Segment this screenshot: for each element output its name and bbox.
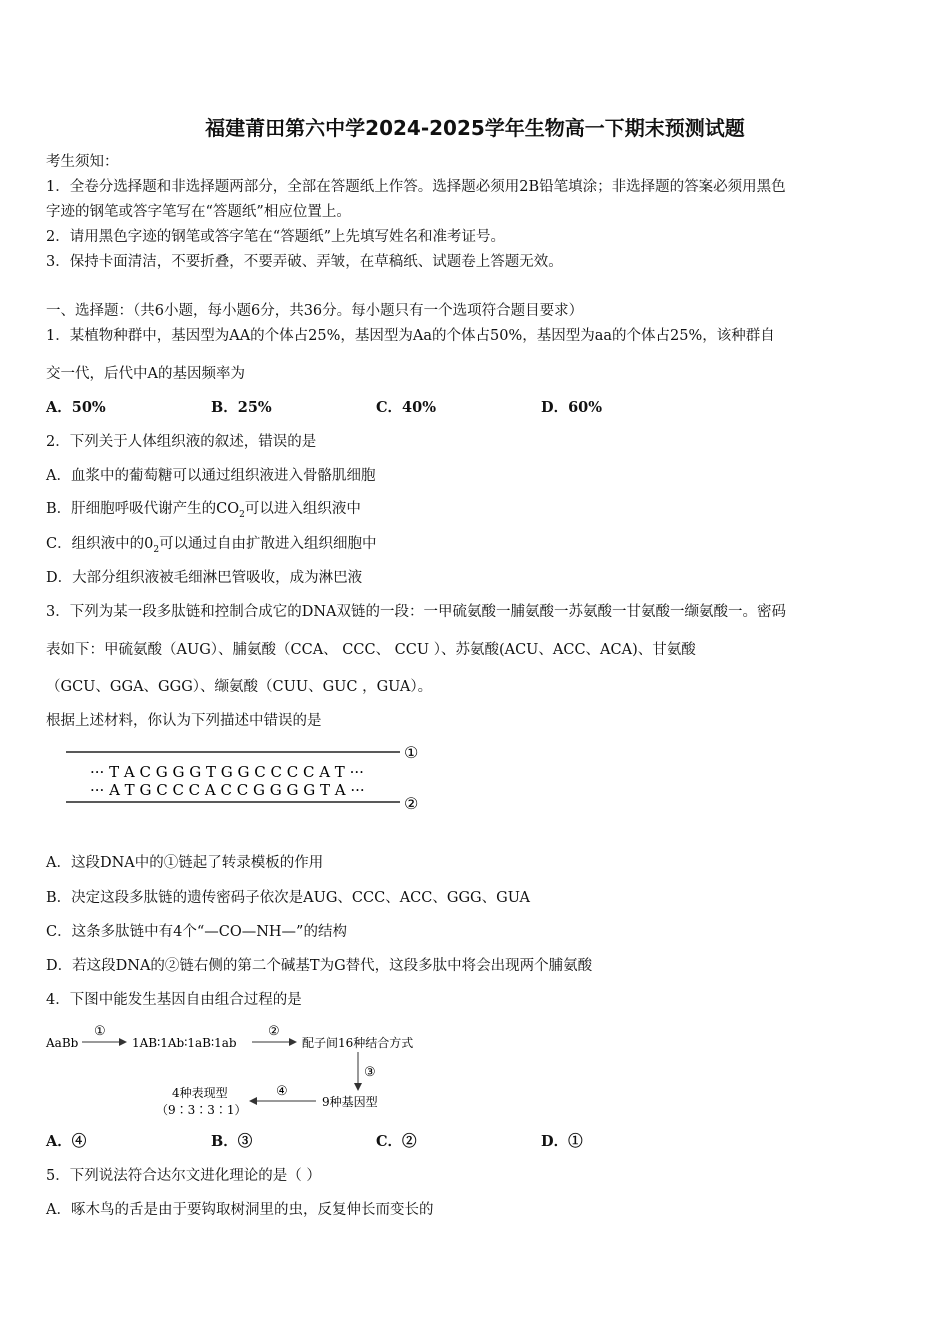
q3-option-b: B．决定这段多肽链的遗传密码子依次是AUG、CCC、ACC、GGG、GUA <box>46 890 530 906</box>
q3-option-d: D．若这段DNA的②链右侧的第二个碱基T为G替代，这段多肽中将会出现两个脯氨酸 <box>46 958 593 974</box>
step-2-label: ② <box>268 1024 280 1039</box>
inheritance-flow-diagram <box>44 1020 444 1120</box>
q3-stem-line4: 根据上述材料，你认为下列描述中错误的是 <box>46 713 322 729</box>
genotype-count: 9种基因型 <box>322 1095 378 1109</box>
q4-options <box>46 1132 706 1152</box>
q1-stem-line1: 1．某植物种群中，基因型为AA的个体占25%，基因型为Aa的个体占50%，基因型为aa的个体占25%，该种群自 <box>46 328 775 344</box>
section-heading: 一、选择题：（共6小题，每小题6分，共36分。每小题只有一个选项符合题目要求） <box>46 303 584 319</box>
step-3-label: ③ <box>364 1065 376 1080</box>
q4-option-a: A．④ <box>46 1133 87 1150</box>
q3-stem-line1: 3．下列为某一段多肽链和控制合成它的DNA双链的一段：一甲硫氨酸一脯氨酸一苏氨酸一甘氨酸一缬氨酸一。密码 <box>46 604 787 620</box>
strand-label-1: ① <box>404 743 419 762</box>
notice-heading: 考生须知： <box>46 154 119 170</box>
q1-option-b: B．25% <box>211 399 272 416</box>
phenotype-ratio: （9∶3∶3∶1） <box>156 1103 247 1117</box>
notice-item: 1．全卷分选择题和非选择题两部分，全部在答题纸上作答。选择题必须用2B铅笔填涂；非选择题的答案必须用黑色 <box>46 179 786 195</box>
dna-strand-1: ··· T A C G G G T G G C C C C A T ··· <box>90 763 364 781</box>
step-4-label: ④ <box>276 1084 288 1099</box>
gamete-combinations: 配子间16种结合方式 <box>302 1036 414 1050</box>
q3-option-a: A．这段DNA中的①链起了转录模板的作用 <box>46 855 324 871</box>
q1-option-a: A．50% <box>46 399 106 416</box>
dna-strand-2: ··· A T G C C C A C C G G G G T A ··· <box>90 781 365 799</box>
genotype-aabb: AaBb <box>46 1036 79 1050</box>
q1-option-c: C．40% <box>376 399 436 416</box>
gamete-ratio: 1AB∶1Ab∶1aB∶1ab <box>132 1036 237 1050</box>
q5-stem: 5．下列说法符合达尔文进化理论的是（ ） <box>46 1168 321 1184</box>
q2-option-d: D．大部分组织液被毛细淋巴管吸收，成为淋巴液 <box>46 570 363 586</box>
q3-stem-line3: （GCU、GGA、GGG）、缬氨酸（CUU、GUC ，GUA）。 <box>46 679 433 695</box>
q4-option-b: B．③ <box>211 1133 253 1150</box>
step-1-label: ① <box>94 1024 106 1039</box>
q1-stem-line2: 交一代，后代中A的基因频率为 <box>46 366 245 382</box>
q5-option-a: A．啄木鸟的舌是由于要钩取树洞里的虫，反复伸长而变长的 <box>46 1202 434 1218</box>
dna-diagram <box>60 740 440 820</box>
q2-option-b: B．肝细胞呼吸代谢产生的$CO_2$可以进入组织液中 <box>46 501 361 520</box>
q3-stem-line2: 表如下：甲硫氨酸（AUG）、脯氨酸（CCA、 CCC、 CCU ）、苏氨酸(ACU、ACC、ACA)、甘氨酸 <box>46 642 696 658</box>
q2-option-c: C．组织液中的$0_2$可以通过自由扩散进入组织细胞中 <box>46 536 377 555</box>
notice-item: 3．保持卡面清洁，不要折叠，不要弄破、弄皱，在草稿纸、试题卷上答题无效。 <box>46 254 563 270</box>
q4-option-d: D．① <box>541 1133 583 1150</box>
q2-option-a: A．血浆中的葡萄糖可以通过组织液进入骨骼肌细胞 <box>46 468 376 484</box>
strand-label-2: ② <box>404 794 419 813</box>
phenotype-count: 4种表现型 <box>172 1086 228 1100</box>
q2-stem: 2．下列关于人体组织液的叙述，错误的是 <box>46 434 317 450</box>
q1-options <box>46 398 706 418</box>
q3-option-c: C．这条多肽链中有4个“—CO—NH—”的结构 <box>46 924 347 940</box>
notice-item: 字迹的钢笔或答字笔写在“答题纸”相应位置上。 <box>46 204 351 220</box>
q1-option-d: D．60% <box>541 399 603 416</box>
page-title: 福建莆田第六中学2024-2025学年生物高一下期末预测试题 <box>205 116 745 140</box>
q4-stem: 4．下图中能发生基因自由组合过程的是 <box>46 992 302 1008</box>
q4-option-c: C．② <box>376 1133 417 1150</box>
notice-item: 2．请用黑色字迹的钢笔或答字笔在“答题纸”上先填写姓名和准考证号。 <box>46 229 506 245</box>
